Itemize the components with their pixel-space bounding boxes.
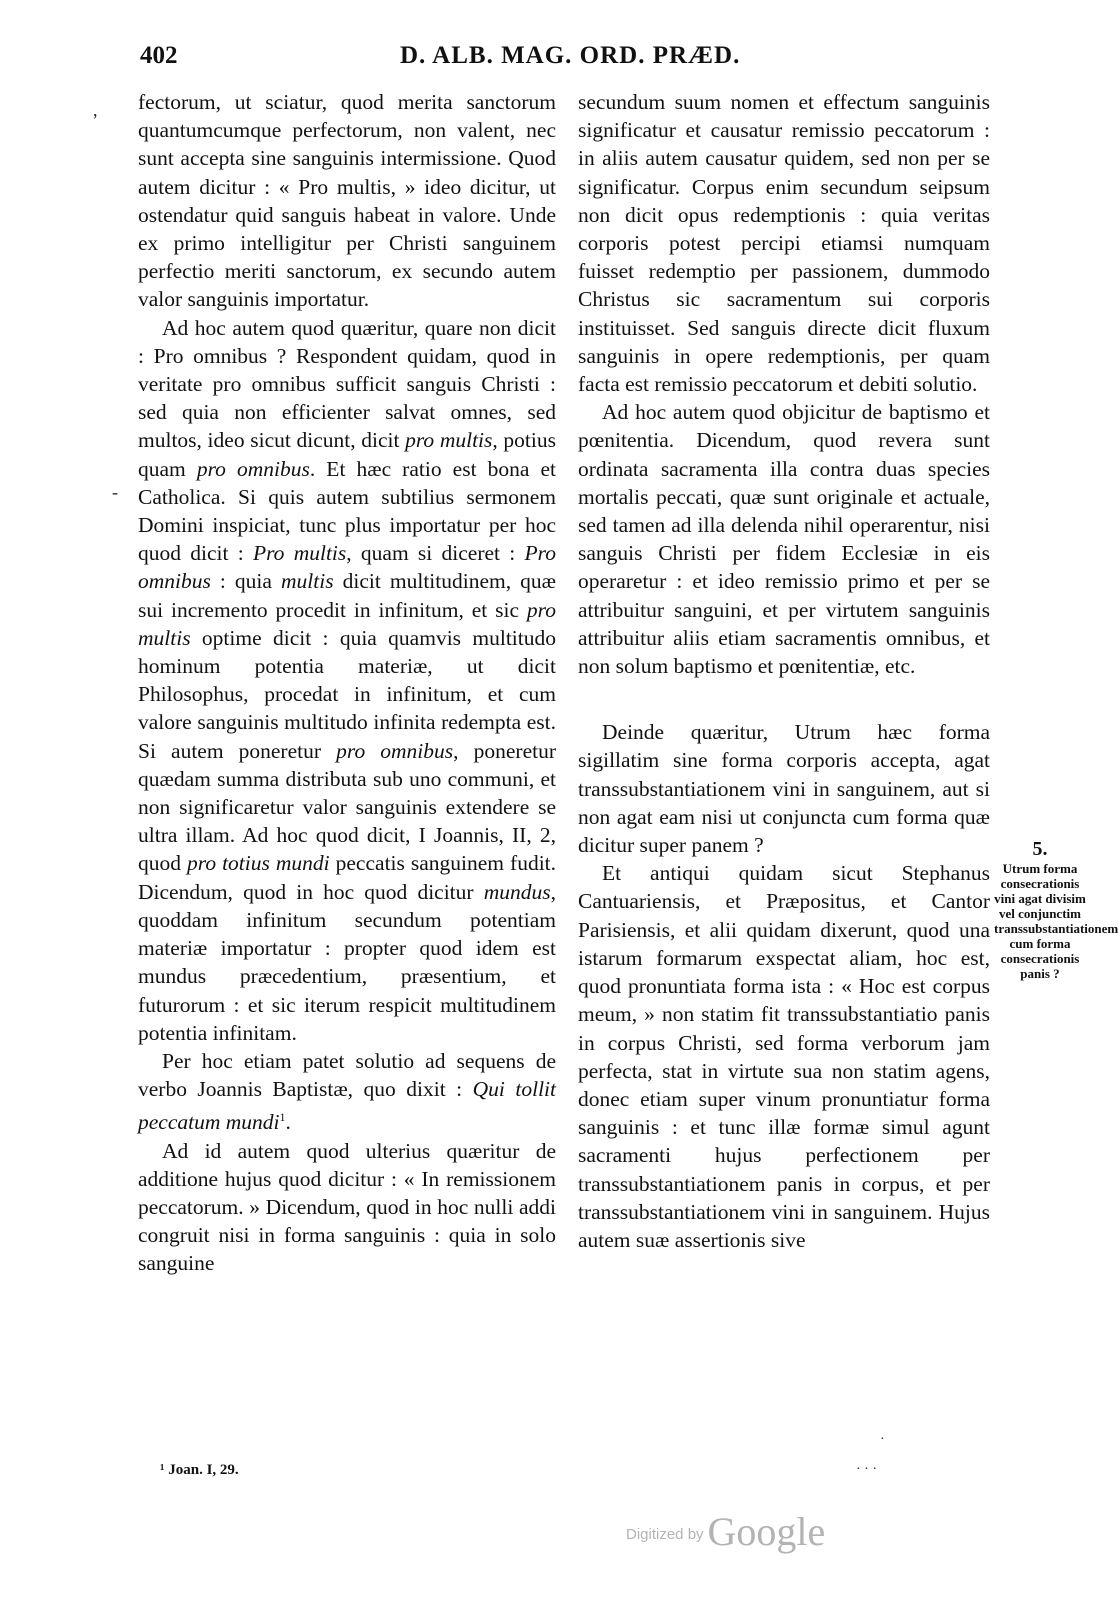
paragraph: fectorum, ut sciatur, quod merita sanctorum quantumcumque perfectorum, non valent, nec sunt accepta sine sanguinis intermissione. Quod autem dicitur : « Pro multis, » ideo dicitur, ut ostendatur quid sanguis habeat in valore. Unde ex primo intelligitur per Christi sanguinem perfectio meriti sanctorum, ex secundo autem valor sanguinis importatur. bbox=[138, 90, 556, 312]
paragraph: Ad id autem quod ulterius quæritur de additione hujus quod dicitur : « In remissionem peccatorum. » Dicendum, quod in hoc nulli addi congruit nisi in forma sanguinis : quia in solo sanguine bbox=[138, 1138, 556, 1276]
running-title: D. ALB. MAG. ORD. PRÆD. bbox=[400, 42, 741, 69]
page-number: 402 bbox=[140, 42, 178, 69]
paragraph: secundum suum nomen et effectum sanguinis significatur et causatur remissio peccatorum : in aliis autem causatur quidem, sed non per se significatur. Corpus enim secundum seipsum non dicit opus redemptionis : quia veritas corporis potest percipi etiamsi numquam fuisset redemptio per passionem, dummodo Christus sic sacramentum sui corporis instituisset. Sed sanguis directe dicit fluxum sanguinis in opere redemptionis, per quam facta est remissio peccatorum et debiti solutio. bbox=[578, 90, 990, 397]
google-logo: Google bbox=[707, 1509, 826, 1554]
question-paragraph: Deinde quæritur, Utrum hæc forma sigillatim sine forma corporis accepta, agat transsubstantiationem vini in sanguinem, aut si non agat eam nisi ut conjuncta cum forma quæ dicitur super panem ? bbox=[578, 720, 990, 858]
paragraph: Et antiqui quidam sicut Stephanus Cantuariensis, et Præpositus, et Cantor Parisiensis, et alii quidam dixerunt, quod una istarum formarum exspectat aliam, hoc est, quod pronuntiata forma ista : « Hoc est corpus meum, » non statim fit transsubstantiatio panis in corpus Christi, sed forma verborum jam perfecta, stat in virtute sua non statim agens, donec etiam super vinum pronuntiatur forma sanguinis : et tunc illæ formæ simul agunt sacramenti hujus perfectionem per transsubstantiationem panis in corpus, et per transsubstantiationem vini in sanguinem. Hujus autem suæ assertionis sive bbox=[578, 861, 990, 1252]
section-gap bbox=[578, 680, 990, 708]
google-watermark bbox=[626, 1508, 825, 1555]
paragraph: Per hoc etiam patet solutio ad sequens de verbo Joannis Baptistæ, quo dixit : Qui tollit peccatum mundi$^1$. bbox=[138, 1048, 556, 1135]
watermark-prefix: Digitized by bbox=[626, 1526, 704, 1543]
footnote: ¹ Joan. I, 29. bbox=[160, 1462, 239, 1478]
right-column bbox=[578, 88, 990, 1254]
paragraph: Ad hoc autem quod quæritur, quare non dicit : Pro omnibus ? Respondent quidam, quod in veritate pro omnibus sufficit sanguis Christi : sed quia non efficienter salvat omnes, sed multos, ideo sicut dicunt, dicit pro multis, potius quam pro omnibus. Et hæc ratio est bona et Catholica. Si quis autem subtilius sermonem Domini inspiciat, tunc plus importatur per hoc quod dicit : Pro multis, quam si diceret : Pro omnibus : quia multis dicit multitudinem, quæ sui incremento procedit in infinitum, et sic pro multis optime dicit : quia quamvis multitudo hominum potentia materiæ, ut dicit Philosophus, procedat in infinitum, et cum valore sanguinis multitudo infinita redempta est. Si autem poneretur pro omnibus, poneretur quædam summa distributa sub uno communi, et non significaretur valor sanguinis extendere se ultra illam. Ad hoc quod dicit, I Joannis, II, 2, quod pro totius mundi peccatis sanguinem fudit. Dicendum, quod in hoc quod dicitur mundus, quoddam infinitum secundum potentiam materiæ importatur : propter quod idem est mundus præcedentium, præsentium, et futurorum : et sic iterum respicit multitudinem potentia infinitam. bbox=[138, 315, 557, 1045]
stray-mark: · · · bbox=[856, 1462, 877, 1477]
margin-note-text: Utrum forma consecrationis vini agat divisim vel conjunctim transsubstantiationem cum forma consecrationis panis ? bbox=[994, 861, 1118, 981]
page-header bbox=[0, 42, 1104, 82]
stray-mark: , bbox=[93, 100, 98, 120]
left-column bbox=[138, 88, 556, 1278]
stray-mark: · bbox=[880, 1432, 885, 1447]
stray-mark: - bbox=[112, 482, 118, 502]
paragraph: Ad hoc autem quod objicitur de baptismo et pœnitentia. Dicendum, quod revera sunt ordinata sacramenta illa contra duas species mortalis peccati, quæ sunt originale et actuale, sed tamen ad illa delenda nihil operarentur, nisi sanguis Christi per fidem Ecclesiæ in eis operaretur : et ideo remissio primo et per se attribuitur sanguini, et per virtutem sanguinis attribuitur aliis etiam sacramentis omnibus, et non solum baptismo et pœnitentiæ, etc. bbox=[578, 400, 990, 679]
margin-note-number: 5. bbox=[1032, 838, 1048, 860]
margin-note bbox=[994, 838, 1118, 981]
